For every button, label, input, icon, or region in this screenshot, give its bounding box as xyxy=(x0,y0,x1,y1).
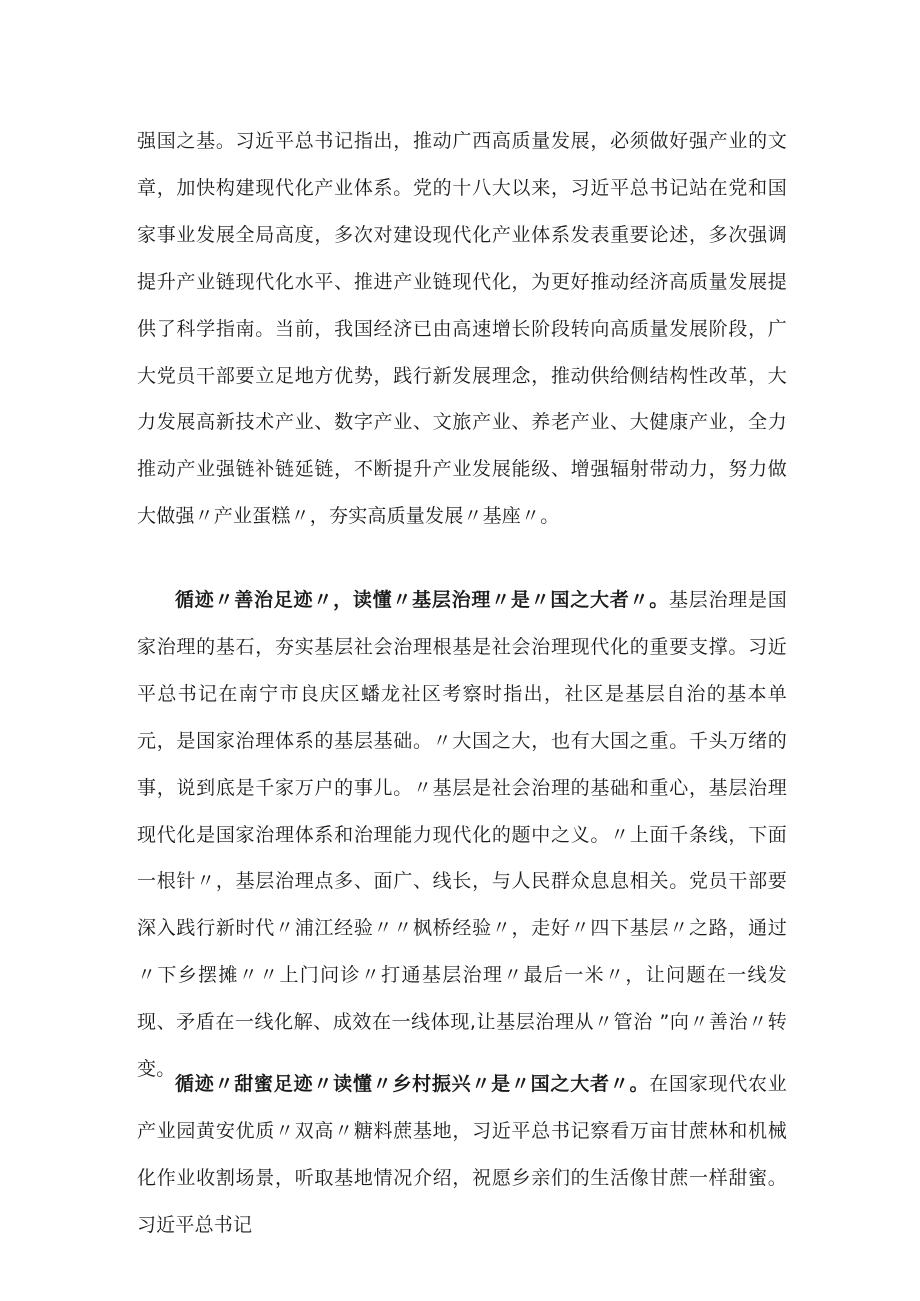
paragraph-governance xyxy=(137,577,787,1093)
paragraph-lead: 循迹〃甜蜜足迹〃读懂〃乡村振兴〃是〃国之大者〃。 xyxy=(175,1073,650,1095)
paragraph-body: 基层治理是国家治理的基石，夯实基层社会治理根基是社会治理现代化的重要支撑。习近平总书记在南宁市良庆区蟠龙社区考察时指出，社区是基层自治的基本单元，是国家治理体系的基层基础。〃大国之大，也有大国之重。千头万绪的事，说到底是千家万户的事儿。〃基层是社会治理的基础和重心，基层治理现代化是国家治理体系和治理能力现代化的题中之义。〃上面千条线，下面一根针〃，基层治理点多、面广、线长，与人民群众息息相关。党员干部要深入践行新时代〃浦江经验〃〃枫桥经验〃，走好〃四下基层〃之路，通过〃下乡摆摊〃〃上门问诊〃打通基层治理〃最后一米〃，让问题在一线发现、矛盾在一线化解、成效在一线体现,让基层治理从〃管治 ”向〃善治〃转变。 xyxy=(137,589,787,1081)
paragraph-lead: 循迹〃善治足迹〃，读懂〃基层治理〃是〃国之大者〃。 xyxy=(175,589,669,611)
paragraph-rural-revitalization xyxy=(137,1061,787,1249)
paragraph-body: 强国之基。习近平总书记指出，推动广西高质量发展，必须做好强产业的文章，加快构建现代化产业体系。党的十八大以来，习近平总书记站在党和国家事业发展全局高度，多次对建设现代化产业体系发表重要论述，多次强调提升产业链现代化水平、推进产业链现代化，为更好推动经济高质量发展提供了科学指南。当前，我国经济已由高速增长阶段转向高质量发展阶段，广大党员干部要立足地方优势，践行新发展理念，推动供给侧结构性改革，大力发展高新技术产业、数字产业、文旅产业、养老产业、大健康产业，全力推动产业强链补链延链，不断提升产业发展能级、增强辐射带动力，努力做大做强〃产业蛋糕〃，夯实高质量发展〃基座〃。 xyxy=(137,130,787,528)
paragraph-industry xyxy=(137,118,787,540)
paragraph-body: 在国家现代农业产业园黄安优质〃双高〃糖料蔗基地，习近平总书记察看万亩甘蔗林和机械化作业收割场景，听取基地情况介绍，祝愿乡亲们的生活像甘蔗一样甜蜜。习近平总书记 xyxy=(137,1073,787,1236)
